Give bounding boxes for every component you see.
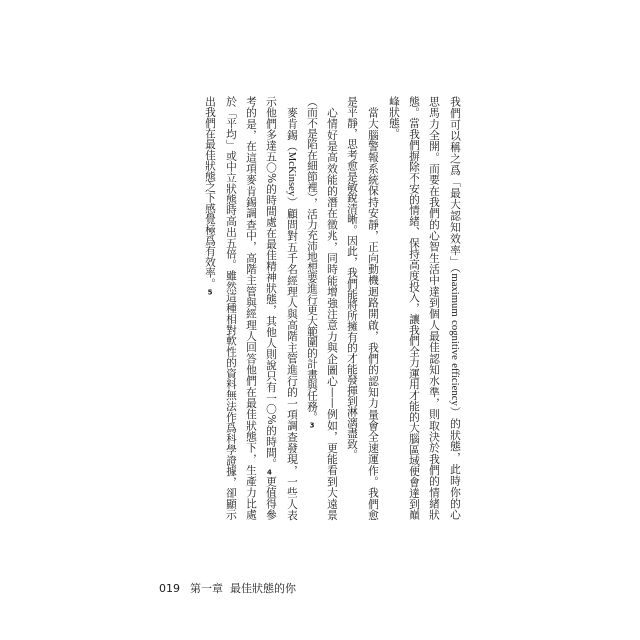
text-column bbox=[224, 96, 238, 520]
text-column bbox=[366, 96, 380, 520]
column-text: 我們可以稱之爲「最大認知效率」（ bbox=[449, 96, 462, 274]
column-text: 態。當我們摒除不安的情緒、保持高度投入，讓我們全力運用才能的大腦區域便會達到巔 bbox=[408, 96, 421, 520]
page-number: 019 bbox=[159, 582, 180, 595]
column-text: 心情好是高效能的潛在徵兆，同時能增強注意力與企圖心——例如，更能看到大遠景 bbox=[326, 106, 339, 520]
footnote-ref: 4 bbox=[267, 468, 272, 476]
text-column bbox=[264, 96, 278, 520]
text-column bbox=[448, 96, 462, 520]
column-text: 峰狀態。 bbox=[388, 96, 401, 139]
chapter-label: 第一章 bbox=[190, 582, 223, 595]
text-column bbox=[345, 96, 359, 520]
chapter-title: 最佳狀態的你 bbox=[230, 582, 296, 595]
column-text: 於「平均」或中立狀態時高出五倍。雖然這種相對軟性的資料無法作爲科學證據，卻顯示 bbox=[225, 96, 238, 520]
text-column bbox=[244, 96, 258, 520]
latin-term: McKinsey bbox=[286, 151, 298, 196]
column-text: 當大腦警報系統保持安靜，正向動機迴路開啟，我們的認知力量會全速運作。我們愈 bbox=[367, 106, 380, 520]
text-column bbox=[325, 96, 339, 520]
column-text: ）顧問對五千名經理人與高階主管進行的一項調查發現，一些人表 bbox=[286, 195, 299, 520]
latin-term: maximum cognitive efficiency bbox=[449, 273, 461, 406]
column-text: 更值得參 bbox=[265, 476, 278, 520]
column-text: 出我們在最佳狀態之下感覺極爲有效率。 bbox=[204, 96, 217, 289]
column-text: （而不是陷在細節裡），活力充沛地想要進行更大範圍的計畫與任務。 bbox=[306, 96, 319, 423]
column-text: 麥肯錫（ bbox=[286, 106, 299, 152]
column-text: 考的是，在這項麥肯錫調查中，高階主管與經理人回答他們在最佳狀態下，生產力比處 bbox=[245, 96, 258, 520]
column-text: 思馬力全開。而要在我們的心智生活中達到個人最佳認知水準，則取決於我們的情緒狀 bbox=[428, 96, 441, 520]
text-column bbox=[427, 96, 441, 520]
text-column bbox=[203, 96, 217, 520]
text-column bbox=[387, 96, 401, 520]
column-text: 是平靜，思考愈是敏銳清晰。因此，我們能將所擁有的才能發揮到淋漓盡致。 bbox=[346, 96, 359, 460]
page-footer bbox=[159, 582, 296, 596]
text-column bbox=[407, 96, 421, 520]
text-column bbox=[285, 96, 299, 520]
text-column bbox=[305, 96, 319, 520]
column-text: ）的狀態，此時你的心 bbox=[449, 405, 462, 520]
column-text: 示他們多達五〇%的時間處在最佳精神狀態，其他人則說只有一〇%的時間。 bbox=[265, 96, 278, 469]
footnote-ref: 3 bbox=[309, 422, 315, 430]
footnote-ref: 5 bbox=[207, 288, 213, 296]
